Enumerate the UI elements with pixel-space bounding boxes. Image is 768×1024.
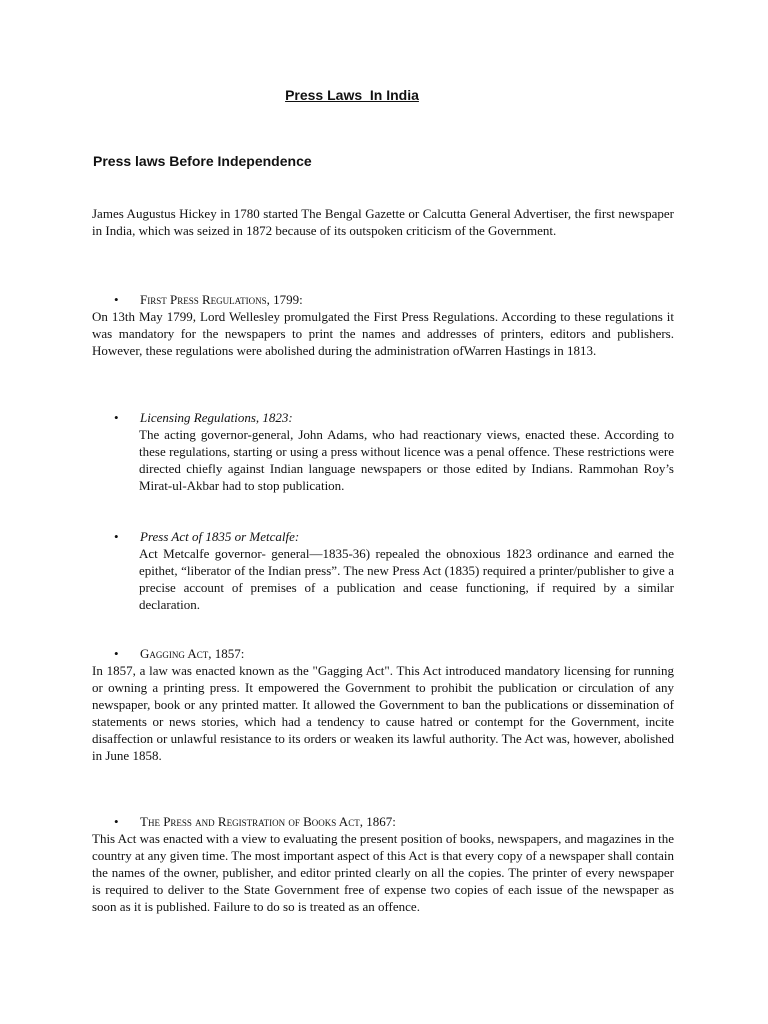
bullet-heading: The Press and Registration of Books Act, 1867: <box>140 814 396 829</box>
bullet-heading: First Press Regulations, 1799: <box>140 292 303 307</box>
press-registration-books-act-body: This Act was enacted with a view to evaluating the present position of books, newspapers, and magazines in the country at any given time. The most important aspect of this Act is that every copy of a newspaper shall contain the names of the owner, publisher, and editor printed clearly on all the copies. The printer of every newspaper is required to deliver to the State Government free of expense two copies of each issue of the newspaper as soon as it is published. Failure to do so is treated as an offence. <box>92 831 674 914</box>
bullet-icon: • <box>114 529 119 544</box>
bullet-icon: • <box>114 646 119 661</box>
gagging-act-body: In 1857, a law was enacted known as the "Gagging Act". This Act introduced mandatory licensing for running or owning a printing press. It empowered the Government to prohibit the publication or circulation of any newspaper, book or any printed matter. It allowed the Government to ban the publications or dissemination of statements or news stories, which had a tendency to cause hatred or contempt for the Government, incite disaffection or unlawful resistance to its orders or weaken its lawful authority. The Act was, however, abolished in June 1858. <box>92 663 674 763</box>
bullet-press-act-1835 <box>114 528 299 545</box>
bullet-heading: Licensing Regulations, 1823: <box>140 410 293 425</box>
licensing-regulations-body: The acting governor-general, John Adams, who had reactionary views, enacted these. According to these regulations, starting or using a press without licence was a penal offence. These restrictions were directed chiefly against Indian language newspapers or those edited by Indians. Rammohan Roy’s Mirat-ul-Akbar had to stop publication. <box>139 427 674 493</box>
bullet-icon: • <box>114 292 119 307</box>
bullet-press-registration-books-act <box>114 813 396 830</box>
document-title: Press Laws In India <box>285 87 419 103</box>
first-press-regulations-body: On 13th May 1799, Lord Wellesley promulgated the First Press Regulations. According to these regulations it was mandatory for the newspapers to print the names and addresses of printers, editors and publishers. However, these regulations were abolished during the administration ofWarren Hastings in 1813. <box>92 309 674 358</box>
intro-paragraph: James Augustus Hickey in 1780 started The Bengal Gazette or Calcutta General Advertiser, the first newspaper in India, which was seized in 1872 because of its outspoken criticism of the Government. <box>92 206 674 238</box>
bullet-icon: • <box>114 410 119 425</box>
bullet-icon: • <box>114 814 119 829</box>
press-act-1835-body: Act Metcalfe governor- general—1835-36) repealed the obnoxious 1823 ordinance and earned the epithet, “liberator of the Indian press”. The new Press Act (1835) required a printer/publisher to give a precise account of premises of a publication and cease functioning, if required by a similar declaration. <box>139 546 674 612</box>
bullet-heading: Gagging Act, 1857: <box>140 646 245 661</box>
bullet-first-press-regulations <box>114 291 303 308</box>
bullet-licensing-regulations <box>114 409 293 426</box>
bullet-heading: Press Act of 1835 or Metcalfe: <box>140 529 300 544</box>
section-heading: Press laws Before Independence <box>93 153 312 169</box>
bullet-gagging-act <box>114 645 244 662</box>
